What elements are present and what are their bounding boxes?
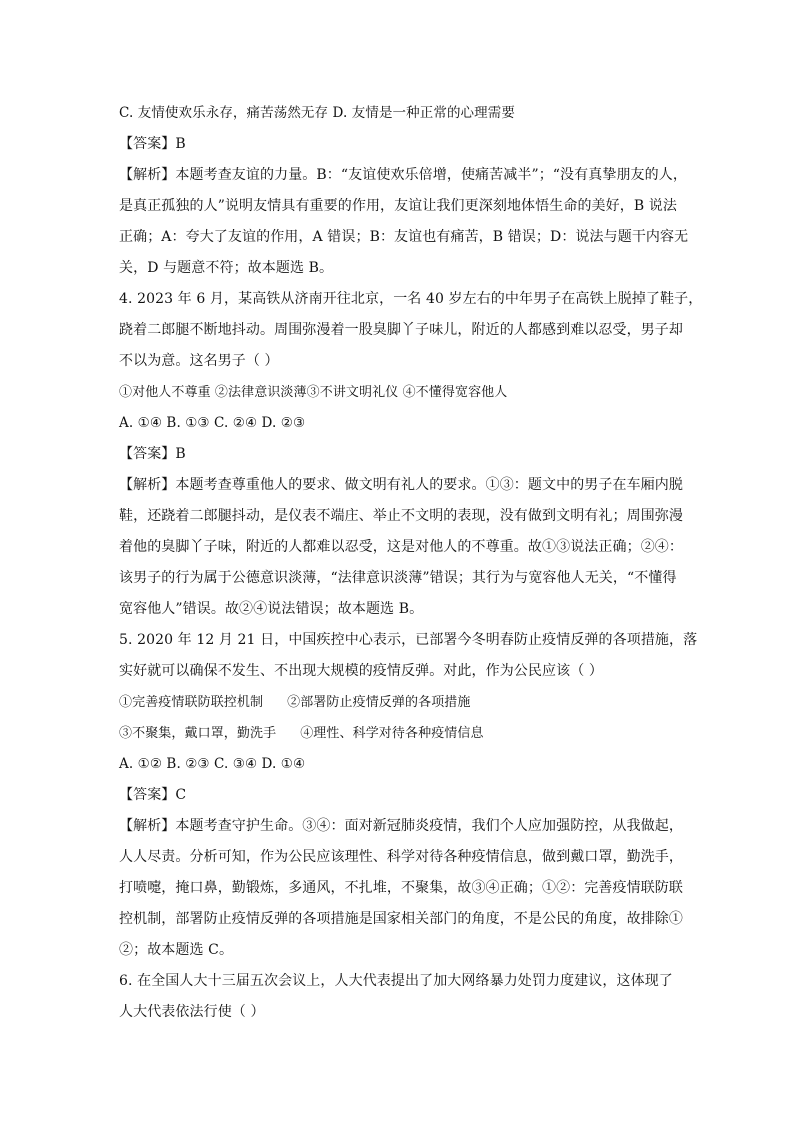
q5-analysis-line-5: ②；故本题选 C。 [119, 942, 234, 958]
q3-analysis-line-3: 正确；A：夸大了友谊的作用，A 错误；B：友谊也有痛苦，B 错误；D：说法与题干内容无 [119, 229, 689, 245]
q4-analysis-line-3: 着他的臭脚丫子味，附近的人都难以忍受，这是对他人的不尊重。故①③说法正确；②④： [119, 539, 683, 555]
q5-statement-4: ④理性、科学对待各种疫情信息 [300, 726, 484, 741]
q4-analysis-line-2: 鞋，还跷着二郎腿抖动，是仪表不端庄、举止不文明的表现，没有做到文明有礼；周围弥漫 [119, 508, 683, 524]
document-page [119, 98, 703, 1028]
q4-stem-line-3: 不以为意。这名男子（ ） [119, 353, 279, 369]
q5-analysis-line-1: 【解析】本题考查守护生命。③④：面对新冠肺炎疫情，我们个人应加强防控，从我做起， [119, 818, 683, 834]
q5-stem-line-2: 实好就可以确保不发生、不出现大规模的疫情反弹。对此，作为公民应该（ ） [119, 663, 603, 679]
q3-options-cd: C. 友情使欢乐永存，痛苦荡然无存 D. 友情是一种正常的心理需要 [119, 105, 515, 121]
q5-analysis-line-3: 打喷嚏，掩口鼻，勤锻炼，多通风，不扎堆，不聚集，故③④正确；①②：完善疫情联防联 [119, 880, 683, 896]
q5-stem-line-1: 5. 2020 年 12 月 21 日，中国疾控中心表示，已部署今冬明春防止疫情反弹的各项措施，落 [119, 632, 698, 648]
q4-statements: ①对他人不尊重 ②法律意识淡薄③不讲文明礼仪 ④不懂得宽容他人 [119, 385, 508, 400]
q4-analysis-line-5: 宽容他人”错误。故②④说法错误；故本题选 B。 [119, 601, 424, 617]
q6-stem-line-2: 人大代表依法行使（ ） [119, 1004, 265, 1020]
q5-analysis-line-2: 人人尽责。分析可知，作为公民应该理性、科学对待各种疫情信息，做到戴口罩，勤洗手， [119, 849, 683, 865]
q4-options: A. ①④ B. ①③ C. ②④ D. ②③ [119, 415, 306, 431]
q5-statements-row-2 [119, 718, 681, 749]
q4-stem-line-2: 跷着二郎腿不断地抖动。周围弥漫着一股臭脚丫子味儿，附近的人都感到难以忍受，男子却 [119, 322, 683, 338]
q4-analysis-line-1: 【解析】本题考查尊重他人的要求、做文明有礼人的要求。①③：题文中的男子在车厢内脱 [119, 477, 683, 493]
q6-stem-line-1: 6. 在全国人大十三届五次会议上，人大代表提出了加大网络暴力处罚力度建议，这体现了 [119, 973, 673, 989]
q5-statement-3: ③不聚集，戴口罩，勤洗手 [119, 726, 277, 741]
q3-analysis-line-2: 是真正孤独的人”说明友情具有重要的作用，友谊让我们更深刻地体悟生命的美好，B 说法 [119, 198, 677, 214]
q5-statement-1: ①完善疫情联防联控机制 [119, 695, 264, 710]
q5-analysis-line-4: 控机制，部署防止疫情反弹的各项措施是国家相关部门的角度，不是公民的角度，故排除① [119, 911, 683, 927]
q4-answer: 【答案】B [119, 446, 186, 462]
q4-analysis-line-4: 该男子的行为属于公德意识淡薄，“法律意识淡薄”错误；其行为与宽容他人无关，“不懂得 [119, 570, 677, 586]
q3-answer: 【答案】B [119, 136, 186, 152]
q3-analysis-line-4: 关，D 与题意不符；故本题选 B。 [119, 260, 334, 276]
q5-options: A. ①② B. ②③ C. ③④ D. ①④ [119, 756, 306, 772]
q4-stem-line-1: 4. 2023 年 6 月，某高铁从济南开往北京，一名 40 岁左右的中年男子在高铁上脱掉了鞋子， [119, 291, 703, 307]
q5-statement-2: ②部署防止疫情反弹的各项措施 [287, 695, 471, 710]
q5-answer: 【答案】C [119, 787, 187, 803]
q5-statements-row-1 [119, 687, 681, 718]
q3-analysis-line-1: 【解析】本题考查友谊的力量。B：“友谊使欢乐倍增，使痛苦减半”；“没有真挚朋友的人， [119, 167, 687, 183]
